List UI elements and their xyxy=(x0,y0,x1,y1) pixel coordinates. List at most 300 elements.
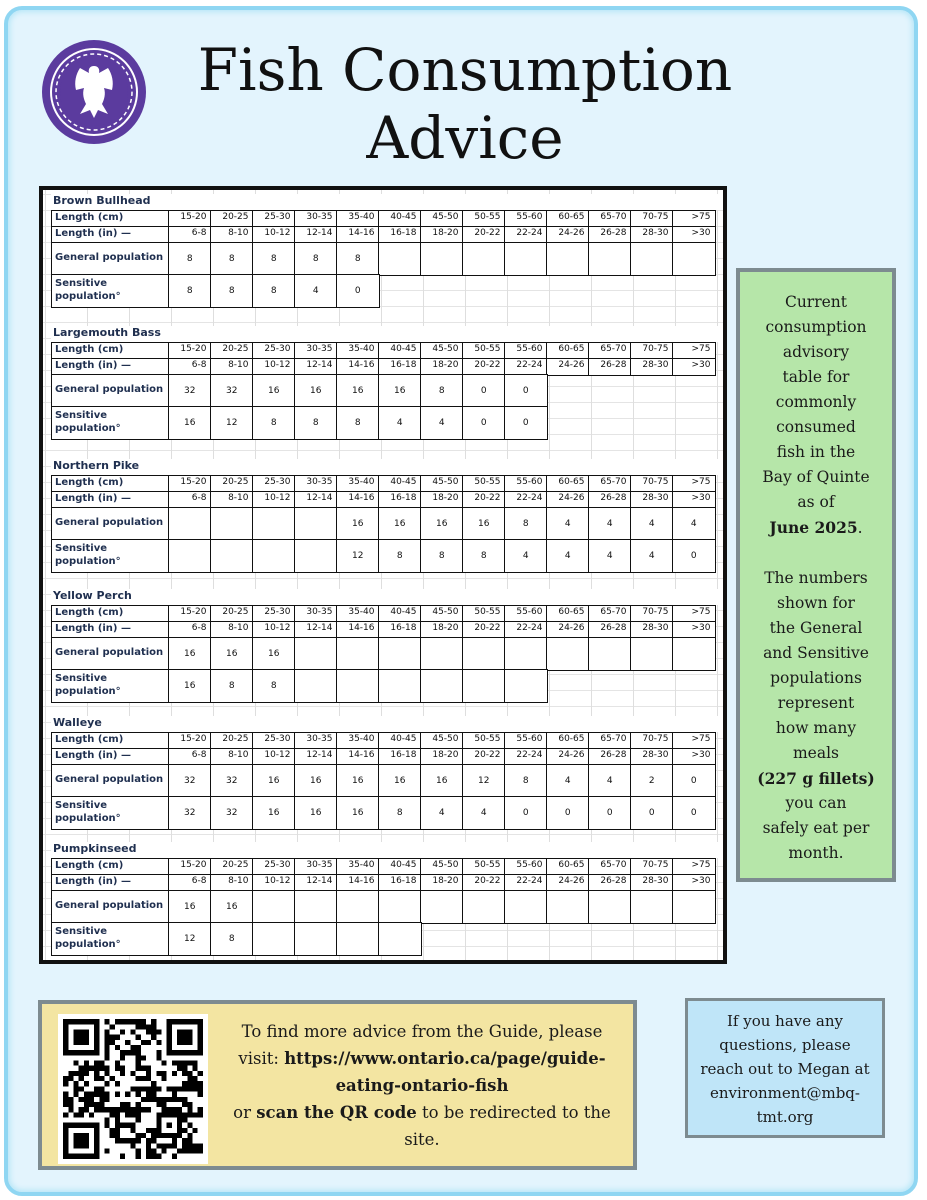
sensitive-population-label xyxy=(51,669,170,703)
length-cm-cell: 50-55 xyxy=(462,605,506,623)
fish-grid xyxy=(51,732,723,844)
sensitive-meals-cell xyxy=(252,539,296,573)
advisory-explanation-line-2: shown for xyxy=(777,594,855,612)
general-meals-cell xyxy=(672,890,716,924)
sensitive-meals-cell: 8 xyxy=(210,669,254,703)
length-in-cell: >30 xyxy=(672,226,716,244)
sensitive-meals-cell xyxy=(504,669,548,703)
length-cm-cell: 50-55 xyxy=(462,732,506,750)
length-in-cell: 14-16 xyxy=(336,358,380,376)
length-in-cell: 28-30 xyxy=(630,874,674,892)
advisory-date: June 2025 xyxy=(769,518,858,537)
length-in-cell: 24-26 xyxy=(546,226,590,244)
general-meals-cell: 8 xyxy=(210,242,254,276)
length-in-cell: 8-10 xyxy=(210,874,254,892)
length-in-cell: 6-8 xyxy=(168,491,212,509)
guide-url-link[interactable]: https://www.ontario.ca/page/guide-eating-ontario-fish xyxy=(284,1049,606,1095)
length-cm-cell: 45-50 xyxy=(420,605,464,623)
fish-table-brown-bullhead xyxy=(51,194,723,322)
general-meals-cell: 2 xyxy=(630,764,674,798)
contact-line-3: reach out to Megan at xyxy=(700,1060,870,1078)
general-meals-cell: 32 xyxy=(210,764,254,798)
length-in-label: Length (in) — xyxy=(51,748,170,766)
page-title xyxy=(160,36,770,172)
length-in-cell: 28-30 xyxy=(630,226,674,244)
length-in-cell: 26-28 xyxy=(588,874,632,892)
fish-name: Northern Pike xyxy=(51,459,723,475)
fish-grid xyxy=(51,342,723,454)
length-cm-label: Length (cm) xyxy=(51,858,170,876)
general-meals-cell xyxy=(462,637,506,671)
sensitive-meals-cell: 12 xyxy=(210,406,254,440)
general-meals-cell: 8 xyxy=(336,242,380,276)
qr-code-icon[interactable] xyxy=(58,1014,208,1164)
sensitive-meals-cell: 16 xyxy=(294,796,338,830)
advisory-explanation-line-1: The numbers xyxy=(764,569,868,587)
contact-box xyxy=(685,998,885,1138)
advisory-explanation-line-8: meals xyxy=(792,744,840,762)
advisory-fillet-size: (227 g fillets) xyxy=(757,769,875,788)
sensitive-meals-cell xyxy=(294,539,338,573)
sensitive-meals-cell xyxy=(462,669,506,703)
sensitive-meals-cell xyxy=(378,669,422,703)
length-cm-cell: 50-55 xyxy=(462,858,506,876)
length-in-cell: 28-30 xyxy=(630,491,674,509)
general-meals-cell: 0 xyxy=(462,374,506,408)
advisory-intro-line-4: table for xyxy=(782,368,850,386)
length-in-cell: 8-10 xyxy=(210,358,254,376)
sensitive-label-line-1: Sensitive xyxy=(55,410,107,421)
length-cm-cell: 65-70 xyxy=(588,342,632,360)
advisory-explanation-line-5: populations xyxy=(770,669,862,687)
general-meals-cell: 8 xyxy=(168,242,212,276)
general-meals-cell xyxy=(252,890,296,924)
general-meals-cell xyxy=(588,890,632,924)
general-meals-cell: 16 xyxy=(210,637,254,671)
guide-link-intro: To find more advice from the Guide, please visit: xyxy=(238,1022,603,1068)
general-meals-cell xyxy=(504,890,548,924)
length-cm-cell: 20-25 xyxy=(210,732,254,750)
advisory-intro-line-7: fish in the xyxy=(776,443,856,461)
length-in-cell: 8-10 xyxy=(210,491,254,509)
length-cm-cell: 60-65 xyxy=(546,475,590,493)
sensitive-meals-cell: 8 xyxy=(210,274,254,308)
sensitive-meals-cell xyxy=(210,539,254,573)
general-population-label: General population xyxy=(51,890,170,924)
general-meals-cell: 16 xyxy=(336,374,380,408)
sensitive-meals-cell: 8 xyxy=(462,539,506,573)
sensitive-meals-cell: 0 xyxy=(672,796,716,830)
sensitive-meals-cell: 4 xyxy=(378,406,422,440)
length-in-cell: >30 xyxy=(672,748,716,766)
sensitive-population-label xyxy=(51,274,170,308)
sensitive-meals-cell: 8 xyxy=(336,406,380,440)
length-in-cell: 10-12 xyxy=(252,491,296,509)
length-cm-cell: 45-50 xyxy=(420,342,464,360)
sensitive-label-line-2: population° xyxy=(55,291,121,302)
fish-name: Walleye xyxy=(51,716,723,732)
scan-qr-instruction: scan the QR code xyxy=(256,1103,417,1122)
length-cm-cell: 60-65 xyxy=(546,605,590,623)
length-cm-label: Length (cm) xyxy=(51,210,170,228)
length-cm-cell: 70-75 xyxy=(630,732,674,750)
length-cm-cell: 15-20 xyxy=(168,858,212,876)
general-meals-cell xyxy=(546,637,590,671)
advisory-explanation-line-7: how many xyxy=(775,719,857,737)
sensitive-meals-cell xyxy=(252,922,296,956)
sensitive-meals-cell: 12 xyxy=(336,539,380,573)
length-cm-cell: 65-70 xyxy=(588,210,632,228)
sensitive-meals-cell: 16 xyxy=(168,406,212,440)
sensitive-meals-cell: 16 xyxy=(336,796,380,830)
length-cm-cell: 50-55 xyxy=(462,475,506,493)
general-meals-cell: 32 xyxy=(168,764,212,798)
fish-name: Largemouth Bass xyxy=(51,326,723,342)
general-meals-cell xyxy=(504,637,548,671)
general-meals-cell: 4 xyxy=(630,507,674,541)
sensitive-meals-cell: 4 xyxy=(294,274,338,308)
length-in-cell: 10-12 xyxy=(252,226,296,244)
length-in-cell: 6-8 xyxy=(168,226,212,244)
length-cm-cell: 15-20 xyxy=(168,605,212,623)
length-in-cell: >30 xyxy=(672,358,716,376)
general-meals-cell: 16 xyxy=(168,890,212,924)
eagle-logo-icon xyxy=(40,38,148,146)
length-in-cell: 8-10 xyxy=(210,748,254,766)
general-meals-cell xyxy=(630,890,674,924)
general-meals-cell xyxy=(630,242,674,276)
sensitive-label-line-1: Sensitive xyxy=(55,278,107,289)
length-in-cell: 24-26 xyxy=(546,874,590,892)
sensitive-population-label xyxy=(51,539,170,573)
length-in-cell: 24-26 xyxy=(546,748,590,766)
length-in-cell: 18-20 xyxy=(420,874,464,892)
length-in-cell: 20-22 xyxy=(462,748,506,766)
advisory-date-suffix: . xyxy=(857,519,863,537)
sensitive-label-line-1: Sensitive xyxy=(55,800,107,811)
sensitive-meals-cell: 4 xyxy=(462,796,506,830)
sensitive-meals-cell: 0 xyxy=(336,274,380,308)
length-cm-cell: 35-40 xyxy=(336,475,380,493)
general-meals-cell xyxy=(462,890,506,924)
length-in-cell: 18-20 xyxy=(420,748,464,766)
length-in-cell: >30 xyxy=(672,874,716,892)
length-cm-cell: 70-75 xyxy=(630,605,674,623)
length-cm-cell: 20-25 xyxy=(210,475,254,493)
advisory-intro-line-8: Bay of Quinte xyxy=(762,468,870,486)
general-meals-cell: 32 xyxy=(210,374,254,408)
sensitive-meals-cell: 12 xyxy=(168,922,212,956)
length-cm-cell: >75 xyxy=(672,475,716,493)
length-cm-cell: 65-70 xyxy=(588,858,632,876)
sensitive-meals-cell: 8 xyxy=(252,669,296,703)
length-in-cell: 18-20 xyxy=(420,358,464,376)
length-cm-cell: 65-70 xyxy=(588,605,632,623)
length-in-cell: 28-30 xyxy=(630,748,674,766)
sensitive-meals-cell xyxy=(420,669,464,703)
length-cm-cell: 20-25 xyxy=(210,605,254,623)
general-meals-cell xyxy=(294,507,338,541)
length-cm-cell: 40-45 xyxy=(378,210,422,228)
contact-email-part-1[interactable]: environment@mbq- xyxy=(710,1084,860,1102)
length-cm-cell: 55-60 xyxy=(504,475,548,493)
length-in-cell: 22-24 xyxy=(504,226,548,244)
length-in-cell: 8-10 xyxy=(210,621,254,639)
length-in-cell: 8-10 xyxy=(210,226,254,244)
length-in-cell: 22-24 xyxy=(504,621,548,639)
length-cm-cell: 70-75 xyxy=(630,210,674,228)
length-in-label: Length (in) — xyxy=(51,226,170,244)
fish-grid xyxy=(51,605,723,717)
length-in-cell: 22-24 xyxy=(504,874,548,892)
length-cm-cell: 40-45 xyxy=(378,475,422,493)
length-in-cell: 16-18 xyxy=(378,748,422,766)
length-in-cell: 14-16 xyxy=(336,748,380,766)
length-cm-cell: 60-65 xyxy=(546,858,590,876)
length-in-cell: 6-8 xyxy=(168,621,212,639)
length-cm-cell: 60-65 xyxy=(546,342,590,360)
page-title-line-1: Fish Consumption xyxy=(197,36,733,104)
length-cm-cell: 65-70 xyxy=(588,475,632,493)
length-cm-cell: 30-35 xyxy=(294,342,338,360)
guide-link-text xyxy=(222,1018,622,1153)
length-in-cell: 14-16 xyxy=(336,621,380,639)
length-in-cell: 10-12 xyxy=(252,358,296,376)
sensitive-meals-cell: 0 xyxy=(462,406,506,440)
sensitive-meals-cell: 4 xyxy=(588,539,632,573)
advisory-date-line xyxy=(750,515,882,541)
sensitive-meals-cell: 0 xyxy=(546,796,590,830)
sensitive-meals-cell: 8 xyxy=(252,274,296,308)
general-meals-cell xyxy=(420,637,464,671)
length-cm-cell: 40-45 xyxy=(378,732,422,750)
length-cm-cell: 25-30 xyxy=(252,210,296,228)
general-meals-cell xyxy=(210,507,254,541)
general-meals-cell xyxy=(546,242,590,276)
length-cm-cell: 30-35 xyxy=(294,858,338,876)
fish-name: Brown Bullhead xyxy=(51,194,723,210)
length-in-cell: 26-28 xyxy=(588,358,632,376)
general-meals-cell: 0 xyxy=(504,374,548,408)
length-in-cell: 24-26 xyxy=(546,358,590,376)
general-population-label: General population xyxy=(51,374,170,408)
length-in-cell: 16-18 xyxy=(378,226,422,244)
general-meals-cell: 16 xyxy=(378,374,422,408)
general-meals-cell xyxy=(294,890,338,924)
length-in-cell: 26-28 xyxy=(588,748,632,766)
length-cm-cell: 35-40 xyxy=(336,605,380,623)
sensitive-meals-cell xyxy=(336,669,380,703)
general-meals-cell: 4 xyxy=(588,507,632,541)
advisory-intro-line-5: commonly xyxy=(775,393,857,411)
length-cm-cell: 40-45 xyxy=(378,605,422,623)
length-in-cell: 18-20 xyxy=(420,491,464,509)
sensitive-meals-cell xyxy=(294,922,338,956)
general-meals-cell: 4 xyxy=(546,507,590,541)
general-meals-cell xyxy=(588,242,632,276)
general-meals-cell: 0 xyxy=(672,764,716,798)
fish-grid xyxy=(51,210,723,322)
general-meals-cell xyxy=(672,242,716,276)
general-population-label: General population xyxy=(51,242,170,276)
length-in-cell: >30 xyxy=(672,491,716,509)
length-cm-label: Length (cm) xyxy=(51,475,170,493)
general-meals-cell xyxy=(168,507,212,541)
length-in-cell: 24-26 xyxy=(546,621,590,639)
length-in-cell: 16-18 xyxy=(378,358,422,376)
sensitive-meals-cell: 8 xyxy=(378,796,422,830)
length-cm-cell: 35-40 xyxy=(336,732,380,750)
sensitive-label-line-1: Sensitive xyxy=(55,543,107,554)
length-in-cell: 22-24 xyxy=(504,358,548,376)
length-in-cell: 26-28 xyxy=(588,491,632,509)
advisory-closing-line-3: month. xyxy=(788,844,844,862)
length-cm-cell: 50-55 xyxy=(462,342,506,360)
length-in-cell: 12-14 xyxy=(294,491,338,509)
length-in-cell: >30 xyxy=(672,621,716,639)
general-meals-cell: 8 xyxy=(420,374,464,408)
advisory-explanation-lines xyxy=(750,566,882,766)
fish-table-largemouth-bass xyxy=(51,326,723,454)
length-cm-cell: 45-50 xyxy=(420,858,464,876)
sensitive-meals-cell xyxy=(168,539,212,573)
length-cm-cell: 30-35 xyxy=(294,475,338,493)
length-cm-cell: 25-30 xyxy=(252,605,296,623)
advisory-closing-lines xyxy=(750,791,882,866)
length-in-cell: 20-22 xyxy=(462,491,506,509)
length-cm-cell: 55-60 xyxy=(504,858,548,876)
length-cm-cell: 40-45 xyxy=(378,858,422,876)
advisory-closing-line-1: you can xyxy=(785,794,847,812)
sensitive-label-line-1: Sensitive xyxy=(55,926,107,937)
general-meals-cell: 4 xyxy=(588,764,632,798)
fish-table-walleye xyxy=(51,716,723,844)
length-in-cell: 12-14 xyxy=(294,226,338,244)
length-cm-cell: 15-20 xyxy=(168,342,212,360)
length-cm-cell: 20-25 xyxy=(210,342,254,360)
length-in-cell: 18-20 xyxy=(420,621,464,639)
fish-table-pumpkinseed xyxy=(51,842,723,970)
length-cm-cell: 35-40 xyxy=(336,210,380,228)
length-in-cell: 16-18 xyxy=(378,491,422,509)
general-meals-cell: 16 xyxy=(294,764,338,798)
contact-email-part-2[interactable]: tmt.org xyxy=(756,1108,814,1126)
length-cm-cell: 30-35 xyxy=(294,605,338,623)
length-cm-cell: 60-65 xyxy=(546,732,590,750)
contact-line-2: questions, please xyxy=(719,1036,851,1054)
length-in-cell: 18-20 xyxy=(420,226,464,244)
general-meals-cell xyxy=(378,890,422,924)
length-in-cell: 20-22 xyxy=(462,358,506,376)
sensitive-meals-cell: 0 xyxy=(630,796,674,830)
length-cm-cell: 50-55 xyxy=(462,210,506,228)
length-cm-cell: 25-30 xyxy=(252,732,296,750)
sensitive-population-label xyxy=(51,406,170,440)
general-meals-cell: 12 xyxy=(462,764,506,798)
sensitive-meals-cell: 4 xyxy=(504,539,548,573)
length-cm-cell: 45-50 xyxy=(420,210,464,228)
sensitive-meals-cell: 8 xyxy=(378,539,422,573)
length-in-cell: 14-16 xyxy=(336,874,380,892)
general-meals-cell: 16 xyxy=(210,890,254,924)
length-cm-cell: 55-60 xyxy=(504,605,548,623)
length-in-cell: 16-18 xyxy=(378,874,422,892)
length-in-label: Length (in) — xyxy=(51,358,170,376)
advisory-intro-line-6: consumed xyxy=(776,418,856,436)
length-in-cell: 14-16 xyxy=(336,491,380,509)
general-meals-cell xyxy=(672,637,716,671)
fish-name: Yellow Perch xyxy=(51,589,723,605)
sensitive-population-label xyxy=(51,922,170,956)
length-in-cell: 6-8 xyxy=(168,874,212,892)
length-in-cell: 12-14 xyxy=(294,358,338,376)
length-cm-cell: 35-40 xyxy=(336,858,380,876)
general-meals-cell: 16 xyxy=(294,374,338,408)
advisory-explanation-line-4: and Sensitive xyxy=(763,644,869,662)
sensitive-meals-cell: 8 xyxy=(252,406,296,440)
length-cm-cell: 15-20 xyxy=(168,732,212,750)
guide-link-or: or xyxy=(233,1103,257,1122)
general-meals-cell xyxy=(336,890,380,924)
length-in-cell: 26-28 xyxy=(588,621,632,639)
advisory-intro-line-9: as of xyxy=(797,493,835,511)
length-cm-cell: >75 xyxy=(672,858,716,876)
sensitive-meals-cell: 0 xyxy=(504,406,548,440)
length-cm-cell: 70-75 xyxy=(630,475,674,493)
sensitive-meals-cell: 0 xyxy=(672,539,716,573)
sensitive-meals-cell: 0 xyxy=(504,796,548,830)
sensitive-meals-cell xyxy=(378,922,422,956)
sensitive-meals-cell: 32 xyxy=(168,796,212,830)
sensitive-label-line-2: population° xyxy=(55,423,121,434)
length-in-cell: 12-14 xyxy=(294,621,338,639)
length-in-cell: 24-26 xyxy=(546,491,590,509)
length-cm-cell: >75 xyxy=(672,210,716,228)
general-meals-cell: 4 xyxy=(546,764,590,798)
sensitive-label-line-2: population° xyxy=(55,813,121,824)
length-cm-cell: 25-30 xyxy=(252,858,296,876)
general-meals-cell: 32 xyxy=(168,374,212,408)
general-meals-cell: 16 xyxy=(462,507,506,541)
general-population-label: General population xyxy=(51,764,170,798)
advisory-explanation-line-6: represent xyxy=(777,694,855,712)
length-cm-cell: 70-75 xyxy=(630,342,674,360)
general-meals-cell: 16 xyxy=(252,374,296,408)
length-in-cell: 12-14 xyxy=(294,874,338,892)
sensitive-label-line-2: population° xyxy=(55,939,121,950)
sensitive-meals-cell: 4 xyxy=(420,796,464,830)
guide-link-outro: to be redirected to the site. xyxy=(404,1103,611,1149)
fish-grid xyxy=(51,858,723,970)
contact-line-1: If you have any xyxy=(727,1012,843,1030)
length-in-cell: 22-24 xyxy=(504,491,548,509)
length-cm-cell: 55-60 xyxy=(504,342,548,360)
sensitive-meals-cell: 8 xyxy=(420,539,464,573)
sensitive-meals-cell: 4 xyxy=(420,406,464,440)
general-population-label: General population xyxy=(51,507,170,541)
general-meals-cell: 8 xyxy=(252,242,296,276)
length-in-cell: 12-14 xyxy=(294,748,338,766)
length-in-cell: 14-16 xyxy=(336,226,380,244)
length-cm-cell: 20-25 xyxy=(210,210,254,228)
advisory-explanation-line-3: the General xyxy=(769,619,863,637)
length-cm-cell: 20-25 xyxy=(210,858,254,876)
sensitive-meals-cell: 16 xyxy=(252,796,296,830)
length-cm-cell: 65-70 xyxy=(588,732,632,750)
general-meals-cell: 8 xyxy=(504,764,548,798)
general-population-label: General population xyxy=(51,637,170,671)
length-cm-cell: 60-65 xyxy=(546,210,590,228)
